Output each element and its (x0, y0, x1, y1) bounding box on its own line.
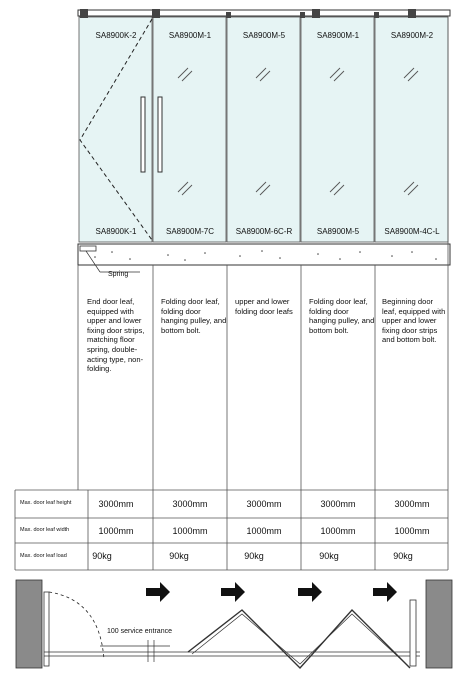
description-3: upper and lower folding door leafs (235, 297, 293, 316)
service-entrance-label: 100 service entrance (107, 628, 172, 635)
arrow-right-icon (373, 582, 397, 602)
width-value-2: 1000mm (172, 526, 208, 536)
row-label-load: Max. door leaf load (20, 553, 67, 559)
model-bottom-4: SA8900M-5 (316, 227, 360, 236)
model-bottom-1: SA8900K-1 (95, 227, 137, 236)
load-value-4: 90kg (319, 551, 339, 561)
description-1: End door leaf, equipped with upper and lower fixing door strips, matching floor spring, double-acting type, non-folding. (87, 297, 145, 374)
description-2: Folding door leaf, folding door hanging pulley, and bottom bolt. (161, 297, 227, 335)
load-value-2: 90kg (169, 551, 189, 561)
glass-leaf-3 (227, 17, 300, 242)
glass-leaf-5 (375, 17, 448, 242)
row-label-width: Max. door leaf width (20, 527, 70, 533)
height-value-5: 3000mm (394, 499, 430, 509)
model-top-1: SA8900K-2 (95, 31, 137, 40)
width-value-3: 1000mm (246, 526, 282, 536)
model-top-4: SA8900M-1 (316, 31, 360, 40)
height-value-4: 3000mm (320, 499, 356, 509)
arrow-right-icon (221, 582, 245, 602)
door-handle-right (158, 97, 162, 172)
load-value-1: 90kg (92, 551, 112, 561)
width-value-4: 1000mm (320, 526, 356, 536)
model-top-3: SA8900M-5 (242, 31, 286, 40)
door-handle-left (141, 97, 145, 172)
width-value-1: 1000mm (98, 526, 134, 536)
row-label-height: Max. door leaf height (20, 500, 72, 506)
height-value-2: 3000mm (172, 499, 208, 509)
arrow-right-icon (146, 582, 170, 602)
load-value-3: 90kg (244, 551, 264, 561)
swing-arc (49, 592, 104, 660)
glass-leaf-2 (153, 17, 226, 242)
load-value-5: 90kg (393, 551, 413, 561)
direction-arrows (146, 582, 397, 602)
spring-label: Spring (108, 271, 129, 278)
floor-spring (80, 246, 96, 251)
model-bottom-5: SA8900M-4C-L (384, 227, 440, 236)
folded-leaves (188, 610, 410, 668)
glass-leaf-4 (301, 17, 374, 242)
height-value-3: 3000mm (246, 499, 282, 509)
left-wall (16, 580, 42, 668)
width-value-5: 1000mm (394, 526, 430, 536)
top-track (78, 10, 450, 16)
arrow-right-icon (298, 582, 322, 602)
model-bottom-2: SA8900M-7C (165, 227, 215, 236)
model-bottom-3: SA8900M-6C-R (235, 227, 293, 236)
right-wall (426, 580, 452, 668)
floor-slab (78, 244, 450, 265)
description-4: Folding door leaf, folding door hanging pulley, and bottom bolt. (309, 297, 375, 335)
end-stile (410, 600, 416, 666)
model-top-5: SA8900M-2 (390, 31, 434, 40)
model-top-2: SA8900M-1 (168, 31, 212, 40)
description-5: Beginning door leaf, equipped with upper and lower fixing door strips and bottom bolt. (382, 297, 446, 345)
height-value-1: 3000mm (98, 499, 134, 509)
fixed-end-leaf (44, 592, 49, 666)
